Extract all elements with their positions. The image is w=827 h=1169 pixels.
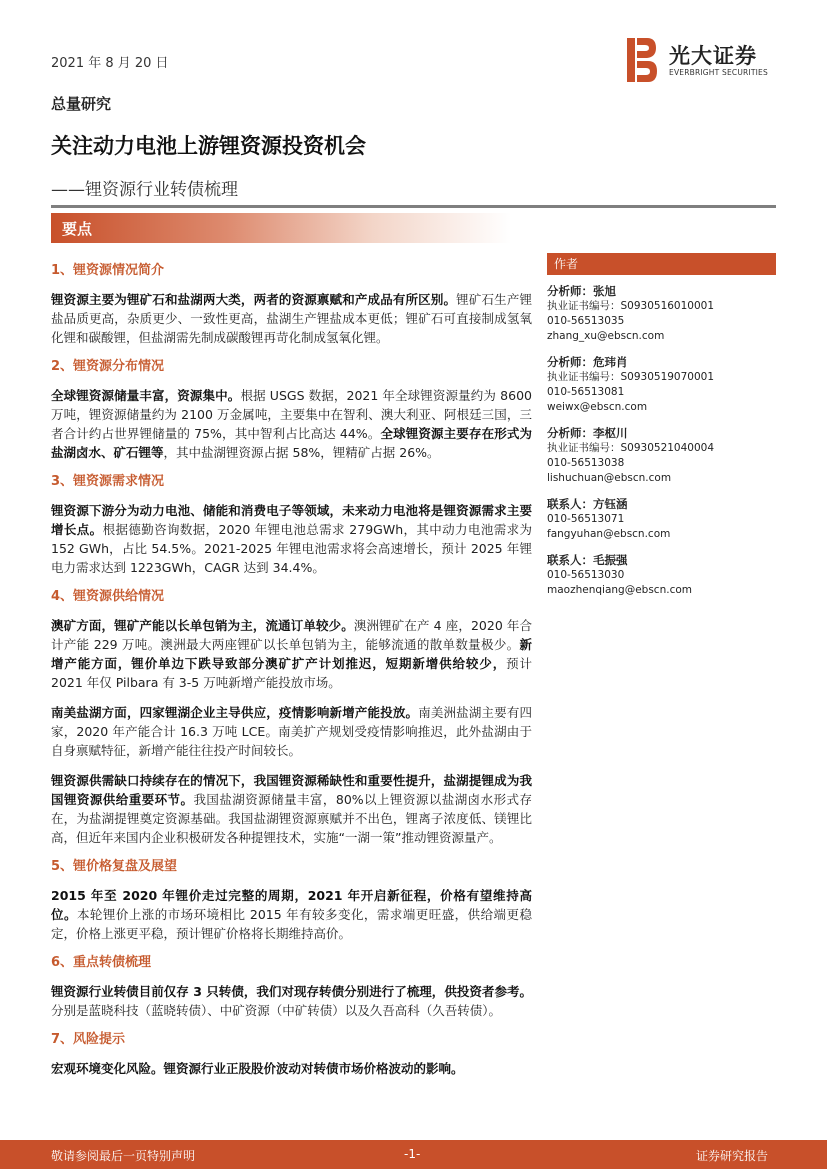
- author-entry: [547, 354, 776, 415]
- paragraph-emphasis: 锂资源供需缺口持续存在的情况下，我国锂资源稀缺性和重要性提升，盐湖提锂成为我国锂资源供给重要环节。: [51, 773, 532, 807]
- author-entry: [547, 425, 776, 486]
- section-heading: 6、重点转债梳理: [51, 955, 152, 970]
- paragraph-emphasis: 锂资源行业转债目前仅存 3 只转债，我们对现存转债分别进行了梳理，供投资者参考。: [51, 984, 532, 999]
- paragraph-text: ，其中盐湖锂资源占据 58%，锂精矿占据 26%。: [163, 445, 440, 460]
- paragraph-text: 南美洲盐湖主要有四家，2020 年产能合计 16.3 万吨 LCE。南美扩产规划受疫情影响推迟，此外盐湖由于自身禀赋特征，新增产能往往投产时间较长。: [51, 705, 532, 758]
- author-contact-line: fangyuhan@ebscn.com: [547, 528, 671, 540]
- paragraph-emphasis: 澳矿方面，锂矿产能以长单包销为主，流通订单较少。: [51, 618, 354, 633]
- footer-disclaimer: 敬请参阅最后一页特别声明: [51, 1149, 196, 1163]
- section-paragraph: [51, 886, 532, 943]
- paragraph-text: 根据德勤咨询数据，2020 年锂电池总需求 279GWh，其中动力电池需求为 152 GWh，占比 54.5%。2021-2025 年锂电池需求将会高速增长，预计 2025 年锂电力需求达到 1223GWh，CAGR 达到 34.4%。: [51, 522, 532, 575]
- paragraph-emphasis: 宏观环境变化风险。锂资源行业正股股价波动对转债市场价格波动的影响。: [51, 1061, 464, 1076]
- section-heading: 4、锂资源供给情况: [51, 589, 165, 604]
- author-name: 联系人：方钰涵: [547, 497, 628, 511]
- author-contact-line: 执业证书编号：S0930516010001: [547, 300, 715, 312]
- section-paragraph: [51, 501, 532, 577]
- author-contact-line: 010-56513035: [547, 315, 625, 327]
- author-contact-line: 010-56513071: [547, 513, 625, 525]
- author-entry: [547, 496, 776, 542]
- section-paragraph: [51, 703, 532, 760]
- author-contact-line: 执业证书编号：S0930519070001: [547, 371, 715, 383]
- paragraph-emphasis: 锂资源下游分为动力电池、储能和消费电子等领域，未来动力电池将是锂资源需求主要增长点。: [51, 503, 532, 537]
- report-category: 总量研究: [51, 95, 112, 113]
- paragraph-emphasis: 南美盐湖方面，四家锂湖企业主导供应，疫情影响新增产能投放。: [51, 705, 419, 720]
- keypoints-label: 要点: [62, 220, 93, 238]
- report-date: 2021 年 8 月 20 日: [51, 56, 169, 71]
- author-contact-line: zhang_xu@ebscn.com: [547, 330, 665, 342]
- section-heading: 5、锂价格复盘及展望: [51, 859, 178, 874]
- logo-text-en: EVERBRIGHT SECURITIES: [669, 68, 768, 77]
- keypoints-banner: [51, 213, 511, 243]
- section-paragraph: [51, 771, 532, 847]
- key-points-body: [51, 262, 532, 1089]
- author-contact-line: 010-56513081: [547, 386, 625, 398]
- paragraph-emphasis: 2015 年至 2020 年锂价走过完整的周期，2021 年开启新征程，价格有望维持高位。: [51, 888, 532, 922]
- section-heading: 7、风险提示: [51, 1032, 126, 1047]
- author-contact-line: weiwx@ebscn.com: [547, 401, 648, 413]
- paragraph-emphasis: 新增产能方面，锂价单边下跌导致部分澳矿扩产计划推迟，短期新增供给较少，: [51, 637, 532, 671]
- title-divider: [51, 205, 776, 208]
- paragraph-emphasis: 锂资源主要为锂矿石和盐湖两大类，两者的资源禀赋和产成品有所区别。: [51, 292, 457, 307]
- report-title: 关注动力电池上游锂资源投资机会: [51, 134, 366, 158]
- author-contact-line: 010-56513038: [547, 457, 625, 469]
- paragraph-text: 预计 2021 年仅 Pilbara 有 3-5 万吨新增产能投放市场。: [51, 656, 532, 690]
- section-paragraph: [51, 386, 532, 462]
- author-name: 分析师：危玮肖: [547, 355, 628, 369]
- author-entry: [547, 552, 776, 598]
- author-label: 作者: [547, 253, 776, 275]
- paragraph-text: 分别是蓝晓科技（蓝晓转债）、中矿资源（中矿转债）以及久吾高科（久吾转债）。: [51, 1003, 502, 1018]
- report-subtitle: ——锂资源行业转债梳理: [51, 180, 238, 200]
- paragraph-text: 根据 USGS 数据，2021 年全球锂资源量约为 8600 万吨，锂资源储量约为 2100 万金属吨，主要集中在智利、澳大利亚、阿根廷三国，三者合计约占世界锂储量的 75%，其中智利占比高达 44%。: [51, 388, 532, 441]
- paragraph-emphasis: 全球锂资源储量丰富，资源集中。: [51, 388, 241, 403]
- author-contact-line: maozhenqiang@ebscn.com: [547, 584, 692, 596]
- author-contact-line: 010-56513030: [547, 569, 625, 581]
- author-name: 联系人：毛振强: [547, 553, 628, 567]
- everbright-logo: [627, 38, 777, 82]
- author-list: [547, 283, 776, 598]
- logo-text-cn: 光大证券: [669, 44, 757, 68]
- author-name: 分析师：李枢川: [547, 426, 628, 440]
- section-heading: 3、锂资源需求情况: [51, 474, 165, 489]
- everbright-logo-icon: [627, 38, 657, 82]
- section-heading: 1、锂资源情况简介: [51, 263, 165, 278]
- paragraph-text: 澳洲锂矿在产 4 座，2020 年合计产能 229 万吨。澳洲最大两座锂矿以长单包销为主，能够流通的散单数量极少。: [51, 618, 532, 652]
- author-name: 分析师：张旭: [547, 284, 616, 298]
- author-contact-line: lishuchuan@ebscn.com: [547, 472, 672, 484]
- paragraph-text: 锂矿石生产锂盐品质更高，杂质更少、一致性更高，盐湖生产锂盐成本更低；锂矿石可直接制成氢氧化锂和碳酸锂，但盐湖需先制成碳酸锂再苛化制成氢氧化锂。: [51, 292, 532, 345]
- section-paragraph: [51, 1059, 532, 1078]
- author-sidebar: [547, 253, 776, 608]
- section-paragraph: [51, 290, 532, 347]
- author-entry: [547, 283, 776, 344]
- paragraph-emphasis: 全球锂资源主要存在形式为盐湖卤水、矿石锂等: [51, 426, 532, 460]
- section-paragraph: [51, 616, 532, 692]
- paragraph-text: 本轮锂价上涨的市场环境相比 2015 年有较多变化，需求端更旺盛，供给端更稳定，价格上涨更平稳，预计锂矿价格将长期维持高价。: [51, 907, 532, 941]
- paragraph-text: 我国盐湖资源储量丰富，80%以上锂资源以盐湖卤水形式存在，为盐湖提锂奠定资源基础。我国盐湖锂资源禀赋并不出色，锂离子浓度低、镁锂比高，但近年来国内企业积极研发各种提锂技术，实施“一湖一策”推动锂资源量产。: [51, 792, 532, 845]
- page-number: -1-: [404, 1147, 421, 1161]
- section-heading: 2、锂资源分布情况: [51, 359, 165, 374]
- author-contact-line: 执业证书编号：S0930521040004: [547, 442, 715, 454]
- page-footer: [0, 1140, 827, 1169]
- footer-report-type: 证券研究报告: [696, 1149, 769, 1163]
- section-paragraph: [51, 982, 532, 1020]
